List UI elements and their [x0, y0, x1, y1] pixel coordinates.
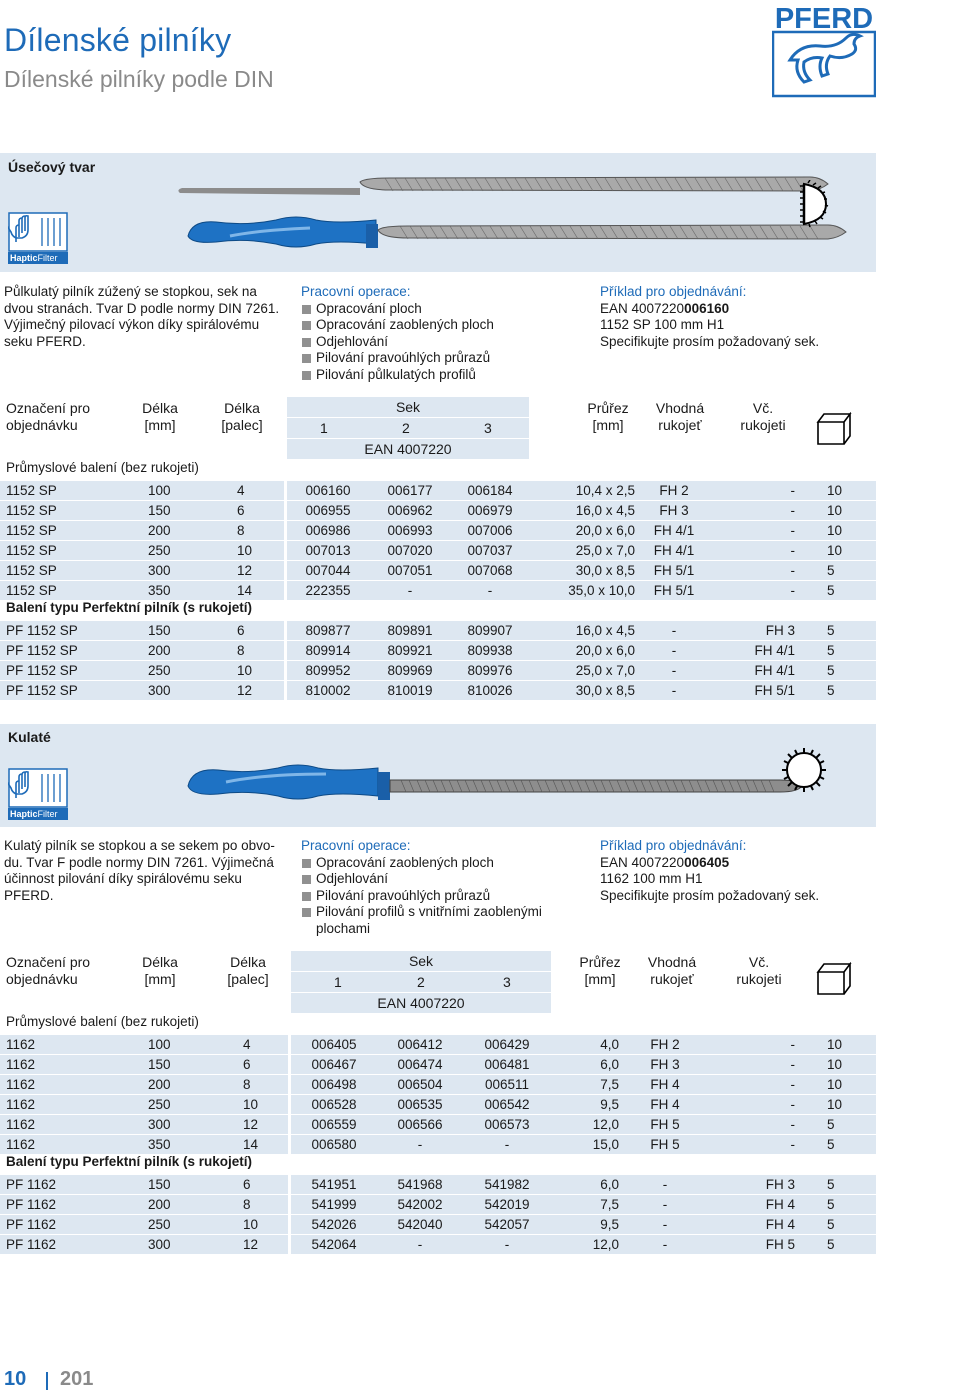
table-cell: PF 1152 SP — [0, 660, 118, 680]
table-row — [0, 1074, 876, 1094]
package-box-icon — [816, 962, 852, 996]
table-cell: 150 — [118, 620, 200, 640]
page-subtitle: Dílenské pilníky podle DIN — [4, 66, 274, 92]
col-header-cross-section: Průřez [mm] — [587, 400, 629, 433]
table-row — [0, 1174, 876, 1194]
table-cell: 1152 SP — [0, 500, 118, 520]
table-cell: 12 — [200, 560, 284, 580]
order-title: Příklad pro objednávání: — [600, 838, 747, 853]
table-cell: - — [377, 1234, 463, 1254]
table-cell: 006573 — [463, 1114, 551, 1134]
table-cell: 542057 — [463, 1214, 551, 1234]
table-cell: 1162 — [0, 1094, 118, 1114]
table-cell: 541999 — [291, 1194, 377, 1214]
table-cell: 5 — [795, 1234, 876, 1254]
table-row — [0, 1114, 876, 1134]
table-cell: 7,5 — [551, 1074, 619, 1094]
table-cell: 10 — [795, 1094, 876, 1114]
col-header-incl-handle: Vč. rukojeti — [736, 954, 782, 987]
table-cell: FH 4/1 — [635, 520, 713, 540]
table-cell: 200 — [118, 1074, 200, 1094]
table-cell: 25,0 x 7,0 — [529, 540, 635, 560]
table-cell: PF 1152 SP — [0, 640, 118, 660]
page-number-left: 10 — [4, 1368, 27, 1390]
table-cell: 542026 — [291, 1214, 377, 1234]
table-cell: 10 — [795, 1034, 876, 1054]
section-title: Úsečový tvar — [8, 159, 96, 175]
table-row — [0, 1094, 876, 1114]
table-cell: 541968 — [377, 1174, 463, 1194]
table-cell: 006184 — [451, 480, 529, 500]
table-row — [0, 540, 876, 560]
table-cell: 5 — [795, 1194, 876, 1214]
table-cell: 810002 — [287, 680, 369, 700]
table-cell: FH 5/1 — [713, 680, 795, 700]
table-cell: 810026 — [451, 680, 529, 700]
table-cell: FH 4/1 — [713, 640, 795, 660]
table-cell: 542019 — [463, 1194, 551, 1214]
table-cell: - — [451, 580, 529, 600]
table-cell: 810019 — [369, 680, 451, 700]
table-cell: 20,0 x 6,0 — [529, 520, 635, 540]
table-cell: - — [619, 1174, 711, 1194]
table-cell: - — [377, 1134, 463, 1154]
table-cell: FH 4 — [711, 1214, 795, 1234]
table-cell: FH 5 — [619, 1134, 711, 1154]
col-header-sek-bg: Sek — [291, 951, 551, 971]
table-cell: 542002 — [377, 1194, 463, 1214]
table-row — [0, 620, 876, 640]
table-cell: 16,0 x 4,5 — [529, 620, 635, 640]
table-cell: FH 4 — [619, 1094, 711, 1114]
col-header-length-inch: Délka [palec] — [227, 954, 269, 987]
table-cell: 12 — [200, 1234, 288, 1254]
table-cell: - — [619, 1194, 711, 1214]
table-cell: 30,0 x 8,5 — [529, 680, 635, 700]
section-title: Kulaté — [8, 729, 51, 745]
table-cell: FH 3 — [711, 1174, 795, 1194]
table-cell: 006559 — [291, 1114, 377, 1134]
table-row — [0, 660, 876, 680]
haptic-filter-icon: HapticFilter — [8, 212, 68, 264]
table-cell: 809907 — [451, 620, 529, 640]
page-number-right: 201 — [60, 1368, 94, 1390]
table-cell: 6 — [200, 500, 284, 520]
brand-text: PFERD — [774, 3, 874, 35]
product-description: Půlkulatý pilník zúžený se stopkou, sek na dvou stranách. Tvar D podle normy DIN 7261. Výjimečný pilovací výkon díky spirálovému seku PFERD. — [4, 284, 280, 349]
table-cell: 12 — [200, 1114, 288, 1134]
table-row — [0, 1054, 876, 1074]
table-cell: FH 5/1 — [635, 580, 713, 600]
table-cell: 809891 — [369, 620, 451, 640]
table-cell: FH 5 — [711, 1234, 795, 1254]
table-cell: 007051 — [369, 560, 451, 580]
col-header-handle: Vhodná rukojeť — [655, 400, 705, 433]
table-cell: 1162 — [0, 1134, 118, 1154]
product-description: Kulatý pilník se stopkou a se sekem po obvo- du. Tvar F podle normy DIN 7261. Výjimečná účinnost pilování díky spirálovému seku PFERD. — [4, 838, 275, 903]
table-cell: - — [463, 1234, 551, 1254]
table-cell: 4 — [200, 1034, 288, 1054]
page-title: Dílenské pilníky — [4, 22, 232, 58]
table-row — [0, 1034, 876, 1054]
table-cell: - — [713, 480, 795, 500]
table-cell: 100 — [118, 1034, 200, 1054]
table-cell: 5 — [795, 1214, 876, 1234]
table-cell: PF 1162 — [0, 1234, 118, 1254]
table-cell: 5 — [795, 1174, 876, 1194]
table-cell: - — [711, 1074, 795, 1094]
table-cell: 006962 — [369, 500, 451, 520]
table-cell: 006429 — [463, 1034, 551, 1054]
table-cell: 006474 — [377, 1054, 463, 1074]
table-cell: 7,5 — [551, 1194, 619, 1214]
table-cell: 006481 — [463, 1054, 551, 1074]
table-cell: 007068 — [451, 560, 529, 580]
col-header-length-mm: Délka [mm] — [142, 954, 178, 987]
table-cell: 250 — [118, 1214, 200, 1234]
table-cell: 300 — [118, 560, 200, 580]
table-cell: 809914 — [287, 640, 369, 660]
table-row — [0, 1194, 876, 1214]
table-cell: 809952 — [287, 660, 369, 680]
table-row — [0, 1214, 876, 1234]
table-cell: 1152 SP — [0, 520, 118, 540]
table-cell: - — [711, 1054, 795, 1074]
table-cell: - — [711, 1134, 795, 1154]
table-cell: 250 — [118, 660, 200, 680]
table-cell: - — [713, 580, 795, 600]
table-cell: FH 5 — [619, 1114, 711, 1134]
table-cell: 14 — [200, 580, 284, 600]
table-cell: 10 — [795, 480, 876, 500]
col-header-order-code: Označení pro objednávku — [6, 400, 91, 433]
table-cell: 5 — [795, 640, 876, 660]
table-cell: - — [463, 1134, 551, 1154]
table-cell: - — [713, 560, 795, 580]
table-cell: - — [635, 640, 713, 660]
table-cell: PF 1162 — [0, 1214, 118, 1234]
table-cell: 10 — [200, 540, 284, 560]
group-label-industrial: Průmyslové balení (bez rukojeti) — [6, 1014, 199, 1029]
table-cell: - — [619, 1214, 711, 1234]
table-cell: 25,0 x 7,0 — [529, 660, 635, 680]
table-cell: 1152 SP — [0, 560, 118, 580]
table-cell: 100 — [118, 480, 200, 500]
table-cell: 809921 — [369, 640, 451, 660]
table-cell: 10 — [200, 1094, 288, 1114]
col-header-handle: Vhodná rukojeť — [647, 954, 697, 987]
table-row — [0, 520, 876, 540]
col-header-ean: EAN 4007220 — [287, 439, 529, 459]
table-cell: 6,0 — [551, 1054, 619, 1074]
table-cell: 006405 — [291, 1034, 377, 1054]
table-cell: 20,0 x 6,0 — [529, 640, 635, 660]
half-round-file-image — [170, 172, 880, 267]
table-row — [0, 1234, 876, 1254]
table-cell: 9,5 — [551, 1214, 619, 1234]
table-cell: 006955 — [287, 500, 369, 520]
table-cell: 007006 — [451, 520, 529, 540]
col-header-sek-numbers: 1 2 3 — [291, 972, 551, 992]
round-file-image — [186, 760, 806, 810]
table-cell: PF 1162 — [0, 1194, 118, 1214]
table-cell: 6 — [200, 620, 284, 640]
col-header-incl-handle: Vč. rukojeti — [740, 400, 786, 433]
order-example: Příklad pro objednávání: EAN 4007220006160 1152 SP 100 mm H1 Specifikujte prosím požadovaný sek. — [600, 284, 900, 350]
table-cell: 541982 — [463, 1174, 551, 1194]
table-cell: 006504 — [377, 1074, 463, 1094]
table-cell: 5 — [795, 680, 876, 700]
table-cell: 006467 — [291, 1054, 377, 1074]
table-cell: 006160 — [287, 480, 369, 500]
table-cell: 006412 — [377, 1034, 463, 1054]
table-row — [0, 500, 876, 520]
table-cell: 6 — [200, 1174, 288, 1194]
table-cell: 5 — [795, 560, 876, 580]
table-cell: - — [713, 520, 795, 540]
table-cell: 809969 — [369, 660, 451, 680]
table-cell: FH 4/1 — [635, 540, 713, 560]
operations-title: Pracovní operace: — [301, 284, 411, 299]
col-header-sek-bg: Sek — [287, 397, 529, 417]
table-cell: 8 — [200, 1194, 288, 1214]
table-cell: 350 — [118, 1134, 200, 1154]
table-cell: 4 — [200, 480, 284, 500]
table-cell: 14 — [200, 1134, 288, 1154]
table-row — [0, 680, 876, 700]
footer-divider — [46, 1372, 48, 1390]
table-cell: - — [713, 500, 795, 520]
table-cell: PF 1152 SP — [0, 680, 118, 700]
table-cell: 1162 — [0, 1114, 118, 1134]
table-cell: 35,0 x 10,0 — [529, 580, 635, 600]
table-cell: 300 — [118, 1234, 200, 1254]
table-cell: 16,0 x 4,5 — [529, 500, 635, 520]
table-cell: 5 — [795, 580, 876, 600]
table-cell: 200 — [118, 1194, 200, 1214]
table-cell: 6,0 — [551, 1174, 619, 1194]
table-cell: 007013 — [287, 540, 369, 560]
table-cell: 5 — [795, 1114, 876, 1134]
table-cell: - — [713, 540, 795, 560]
col-header-sek-numbers: 1 2 3 — [287, 418, 529, 438]
order-example: Příklad pro objednávání: EAN 4007220006405 1162 100 mm H1 Specifikujte prosím požadovaný sek. — [600, 838, 900, 904]
table-cell: - — [635, 660, 713, 680]
table-cell: 10 — [795, 1074, 876, 1094]
table-cell: 1162 — [0, 1054, 118, 1074]
table-cell: 006498 — [291, 1074, 377, 1094]
table-row — [0, 480, 876, 500]
table-cell: - — [711, 1094, 795, 1114]
table-cell: FH 3 — [635, 500, 713, 520]
col-header-order-code: Označení pro objednávku — [6, 954, 91, 987]
table-cell: 10 — [795, 540, 876, 560]
pferd-logo — [772, 2, 876, 98]
table-cell: FH 2 — [635, 480, 713, 500]
package-box-icon — [816, 412, 852, 446]
table-cell: 1152 SP — [0, 540, 118, 560]
table-cell: 6 — [200, 1054, 288, 1074]
table-cell: 006542 — [463, 1094, 551, 1114]
order-title: Příklad pro objednávání: — [600, 284, 747, 299]
table-cell: FH 4 — [619, 1074, 711, 1094]
table-cell: 300 — [118, 1114, 200, 1134]
table-cell: 8 — [200, 640, 284, 660]
operations-title: Pracovní operace: — [301, 838, 411, 853]
table-cell: FH 3 — [713, 620, 795, 640]
table-cell: 10 — [795, 520, 876, 540]
half-round-profile-icon — [796, 180, 830, 228]
table-row — [0, 1134, 876, 1154]
table-cell: 006535 — [377, 1094, 463, 1114]
table-cell: 542064 — [291, 1234, 377, 1254]
table-cell: 15,0 — [551, 1134, 619, 1154]
table-cell: 006993 — [369, 520, 451, 540]
table-cell: 006528 — [291, 1094, 377, 1114]
table-cell: - — [635, 620, 713, 640]
table-cell: 809877 — [287, 620, 369, 640]
table-cell: 250 — [118, 540, 200, 560]
table-cell: 300 — [118, 680, 200, 700]
table-cell: 8 — [200, 520, 284, 540]
col-header-length-inch: Délka [palec] — [221, 400, 263, 433]
table-cell: 006580 — [291, 1134, 377, 1154]
table-cell: PF 1162 — [0, 1174, 118, 1194]
table-cell: 10 — [200, 1214, 288, 1234]
table-cell: 5 — [795, 1134, 876, 1154]
operations-list: Pracovní operace: Opracování zaoblených ploch Odjehlování Pilování pravoúhlých průrazů Pilování profilů s vnitřními zaoblenými plochami — [301, 838, 551, 937]
table-cell: 9,5 — [551, 1094, 619, 1114]
table-cell: 006986 — [287, 520, 369, 540]
table-cell: - — [711, 1114, 795, 1134]
group-label-perfect: Balení typu Perfektní pilník (s rukojetí) — [6, 600, 253, 615]
table-row — [0, 580, 876, 600]
table-cell: 006177 — [369, 480, 451, 500]
table-cell: 4,0 — [551, 1034, 619, 1054]
table-cell: PF 1152 SP — [0, 620, 118, 640]
table-cell: 5 — [795, 660, 876, 680]
table-cell: 250 — [118, 1094, 200, 1114]
table-cell: 12 — [200, 680, 284, 700]
table-row — [0, 640, 876, 660]
group-label-perfect: Balení typu Perfektní pilník (s rukojetí) — [6, 1154, 253, 1169]
table-cell: - — [369, 580, 451, 600]
table-cell: 809976 — [451, 660, 529, 680]
table-cell: 541951 — [291, 1174, 377, 1194]
table-cell: FH 2 — [619, 1034, 711, 1054]
table-cell: 007037 — [451, 540, 529, 560]
table-row — [0, 560, 876, 580]
table-cell: - — [635, 680, 713, 700]
table-cell: 10,4 x 2,5 — [529, 480, 635, 500]
table-cell: 007044 — [287, 560, 369, 580]
table-cell: 1162 — [0, 1034, 118, 1054]
table-cell: 30,0 x 8,5 — [529, 560, 635, 580]
table-cell: 150 — [118, 1174, 200, 1194]
table-cell: 006979 — [451, 500, 529, 520]
table-cell: FH 3 — [619, 1054, 711, 1074]
table-cell: FH 5/1 — [635, 560, 713, 580]
table-cell: 10 — [795, 1054, 876, 1074]
table-cell: 1152 SP — [0, 580, 118, 600]
table-cell: 007020 — [369, 540, 451, 560]
table-cell: 1162 — [0, 1074, 118, 1094]
table-cell: 809938 — [451, 640, 529, 660]
table-cell: 006566 — [377, 1114, 463, 1134]
group-label-industrial: Průmyslové balení (bez rukojeti) — [6, 460, 199, 475]
table-cell: 10 — [200, 660, 284, 680]
table-cell: FH 4 — [711, 1194, 795, 1214]
table-cell: 200 — [118, 640, 200, 660]
haptic-filter-icon: HapticFilter — [8, 768, 68, 820]
table-cell: 006511 — [463, 1074, 551, 1094]
table-cell: 12,0 — [551, 1114, 619, 1134]
table-cell: 150 — [118, 500, 200, 520]
table-cell: - — [711, 1034, 795, 1054]
col-header-length-mm: Délka [mm] — [142, 400, 178, 433]
table-cell: 542040 — [377, 1214, 463, 1234]
table-cell: 150 — [118, 1054, 200, 1074]
round-profile-icon — [778, 744, 830, 796]
table-cell: 8 — [200, 1074, 288, 1094]
table-cell: FH 4/1 — [713, 660, 795, 680]
table-cell: 222355 — [287, 580, 369, 600]
operations-list: Pracovní operace: Opracování ploch Opracování zaoblených ploch Odjehlování Pilování pravoúhlých průrazů Pilování půlkulatých profilů — [301, 284, 591, 383]
table-cell: 12,0 — [551, 1234, 619, 1254]
table-cell: 350 — [118, 580, 200, 600]
table-cell: 10 — [795, 500, 876, 520]
table-cell: 5 — [795, 620, 876, 640]
col-header-cross-section: Průřez [mm] — [579, 954, 621, 987]
table-cell: 200 — [118, 520, 200, 540]
col-header-ean: EAN 4007220 — [291, 993, 551, 1013]
table-cell: 1152 SP — [0, 480, 118, 500]
table-cell: - — [619, 1234, 711, 1254]
